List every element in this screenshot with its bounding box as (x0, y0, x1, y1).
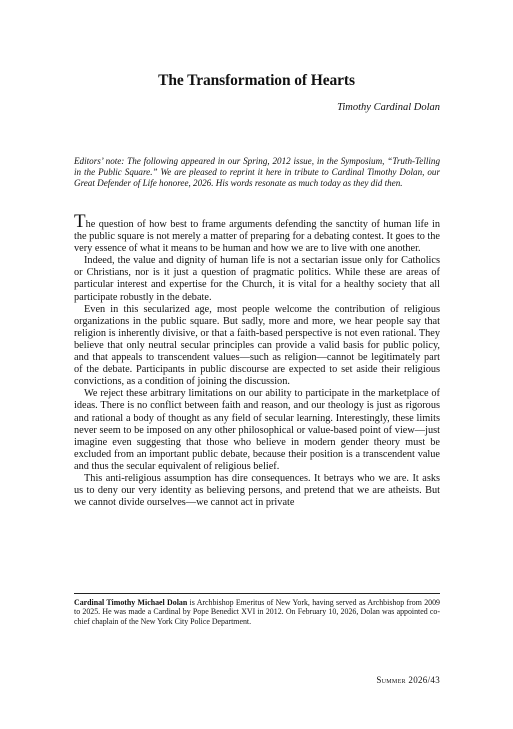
paragraph (74, 211, 440, 255)
author-bio (74, 598, 440, 626)
paragraph: Indeed, the value and dignity of human life is not a sectarian issue only for Catholics or Christians, nor is it just a question of pragmatic politics. While these are areas of particular interest and expertise for the Church, it is vital for a healthy society that all participate robustly in the debate. (74, 255, 440, 303)
folio-number: 2026/43 (405, 675, 440, 685)
folio-season: Summer (376, 675, 406, 685)
paragraph: We reject these arbitrary limitations on our ability to participate in the marketplace of ideas. There is no conflict between faith and reason, and our theology is just as rigorous and rational a body of thought as any field of secular learning. Interestingly, these limits never seem to be imposed on any other philosophical or value-based point of view—just imagine even suggesting that those who believe in modern gender theory must be excluded from an important public debate, because their position is a transcendent value and thus the secular equivalent of religious belief. (74, 388, 440, 472)
article-author: Timothy Cardinal Dolan (337, 102, 440, 113)
paragraph: Even in this secularized age, most people welcome the contribution of religious organizations in the public square. But sadly, more and more, we hear people say that religion is inherently divisive, or that a faith-based perspective is not even rational. They believe that only neutral secular principles can provide a valid basis for public policy, and that appeals to transcendent values—such as religion—cannot be legitimately part of the debate. Participants in public discourse are expected to set aside their religious convictions, as a condition of joining the discussion. (74, 303, 440, 388)
page-folio (376, 675, 440, 685)
article-title: The Transformation of Hearts (158, 72, 355, 89)
bio-text: is Archbishop Emeritus of New York, having served as Archbishop from 2009 to 2025. He was made a Cardinal by Pope Benedict XVI in 2012. On February 10, 2026, Dolan was appointed co-chief chaplain of the New York City Police Department. (74, 598, 440, 626)
bio-name: Cardinal Timothy Michael Dolan (74, 598, 188, 607)
footnote-rule (74, 593, 440, 594)
drop-cap: T (74, 211, 86, 232)
article-body (74, 211, 440, 509)
paragraph-text: he question of how best to frame arguments defending the sanctity of human life in the public square is not merely a matter of preparing for a debating contest. It goes to the very essence of what it means to be human and how we are to live with one another. (74, 219, 440, 255)
editors-note: Editors’ note: The following appeared in our Spring, 2012 issue, in the Symposium, “Truth-Telling in the Public Square.” We are pleased to reprint it here in tribute to Cardinal Timothy Dolan, our Great Defender of Life honoree, 2026. His words resonate as much today as they did then. (74, 156, 440, 189)
paragraph: This anti-religious assumption has dire consequences. It betrays who we are. It asks us to deny our very identity as believing persons, and pretend that we are atheists. But we cannot divide ourselves—we cannot act in private (74, 472, 440, 509)
